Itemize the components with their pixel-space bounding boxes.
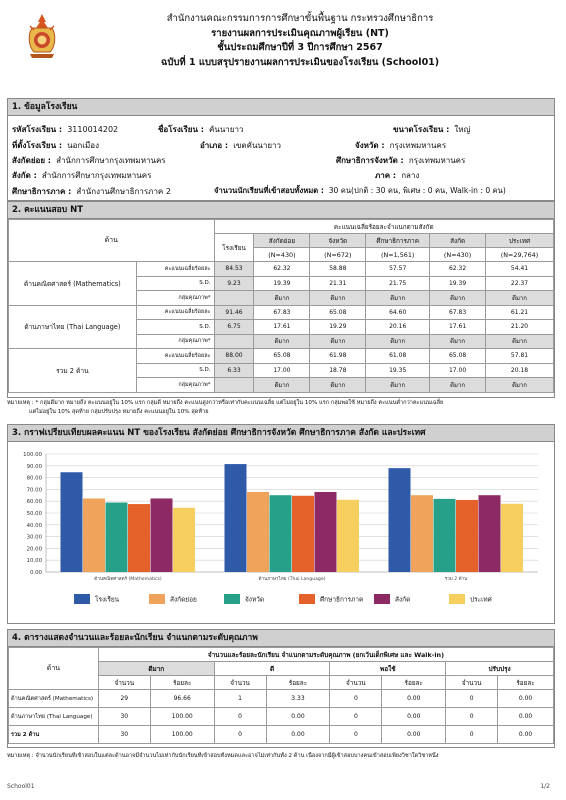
table-cell: 21.31 <box>310 276 366 291</box>
legend-swatch <box>299 594 315 604</box>
col-affil-header: สังกัด <box>430 234 486 248</box>
table-cell: 29 <box>98 690 150 708</box>
table-cell: 54.41 <box>486 262 554 277</box>
table-cell: 65.08 <box>310 305 366 320</box>
table-cell: 0.00 <box>266 708 330 726</box>
bar-1-3 <box>292 496 314 572</box>
q-sub-percent: ร้อยละ <box>266 676 330 690</box>
table-cell: ดีมาก <box>430 334 486 349</box>
y-tick-label: 40.00 <box>26 522 42 529</box>
q-sub-count: จำนวน <box>330 676 382 690</box>
legend-swatch <box>74 594 90 604</box>
table-cell: 6.33 <box>214 363 254 378</box>
x-tick-label: ด้านภาษาไทย (Thai Language) <box>258 577 326 582</box>
bar-0-0 <box>61 472 83 572</box>
table-cell: ดีมาก <box>366 291 430 306</box>
nt-score-section <box>7 201 555 398</box>
legend-swatch <box>149 594 165 604</box>
metric-label: S.D. <box>136 320 214 335</box>
table-cell: 30 <box>98 708 150 726</box>
bar-0-2 <box>106 503 128 572</box>
metric-label: คะแนนเฉลี่ยร้อยละ <box>136 262 214 277</box>
table-cell: 22.37 <box>486 276 554 291</box>
table-cell: 67.83 <box>430 305 486 320</box>
domain-label: ด้านคณิตศาสตร์ (Mathematics) <box>9 262 137 306</box>
legend-label: สังกัด <box>395 595 411 604</box>
domain-label: ด้านภาษาไทย (Thai Language) <box>9 305 137 349</box>
table-cell: ดีมาก <box>486 334 554 349</box>
table-cell: 65.08 <box>430 349 486 364</box>
col-subaffil-n: (N=430) <box>254 248 310 262</box>
table-row <box>9 305 554 320</box>
domain-label: รวม 2 ด้าน <box>9 726 99 744</box>
col-domain-header: ด้าน <box>9 220 215 262</box>
table-cell: 0.00 <box>266 726 330 744</box>
table-cell: 0 <box>330 690 382 708</box>
bar-2-1 <box>411 495 433 572</box>
q-sub-count: จำนวน <box>446 676 498 690</box>
school-info-section <box>7 98 555 201</box>
x-tick-label: รวม 2 ด้าน <box>444 577 468 582</box>
metric-label: กลุ่มคุณภาพ* <box>136 378 214 393</box>
table-cell: 21.75 <box>366 276 430 291</box>
table-cell: 62.32 <box>430 262 486 277</box>
obec-logo-icon <box>24 12 60 60</box>
col-province-n: (N=672) <box>310 248 366 262</box>
school-name-row <box>158 123 243 136</box>
table-cell: ดีมาก <box>486 291 554 306</box>
bar-1-5 <box>337 500 359 572</box>
y-tick-label: 100.00 <box>23 452 42 458</box>
bar-2-2 <box>434 499 456 572</box>
col-country-n: (N=29,764) <box>486 248 554 262</box>
bar-2-4 <box>479 495 501 572</box>
q-sub-count: จำนวน <box>98 676 150 690</box>
affiliation-value: สำนักการศึกษากรุงเทพมหานคร <box>56 156 166 165</box>
header-title: รายงานผลการประเมินคุณภาพผู้เรียน (NT) <box>211 27 389 39</box>
table-cell <box>214 334 254 349</box>
school-code-label: รหัสโรงเรียน : <box>12 125 63 134</box>
prov-edu-row <box>336 154 465 167</box>
col-country-header: ประเทศ <box>486 234 554 248</box>
col-school-header: โรงเรียน <box>214 234 254 262</box>
table-cell: 19.29 <box>310 320 366 335</box>
reg-edu-label: ศึกษาธิการภาค : <box>12 187 72 196</box>
district-label: อำเภอ : <box>200 141 229 150</box>
quality-note-line2: แต่ไม่อยู่ใน 10% สุดท้าย กลุ่มปรับปรุง หมายถึง คะแนนอยู่ใน 10% สุดท้าย <box>29 408 209 415</box>
col-province-header: จังหวัด <box>310 234 366 248</box>
legend-label: สังกัดย่อย <box>170 595 197 604</box>
table-cell: 0.00 <box>498 690 554 708</box>
table-cell: 0 <box>330 708 382 726</box>
q-sub-count: จำนวน <box>214 676 266 690</box>
reg-edu-value: สำนักงานศึกษาธิการภาค 2 <box>76 187 171 196</box>
legend-label: โรงเรียน <box>95 595 120 604</box>
table-cell: 30 <box>98 726 150 744</box>
bar-1-4 <box>315 492 337 572</box>
footer-page-number: 1/2 <box>540 783 550 790</box>
footer-report-code: School01 <box>7 783 35 790</box>
school-code-row <box>12 123 118 136</box>
school-size-value: ใหญ่ <box>454 125 471 134</box>
table-cell: 17.61 <box>254 320 310 335</box>
table-cell: 17.61 <box>430 320 486 335</box>
school-size-label: ขนาดโรงเรียน : <box>393 125 450 134</box>
header-agency: สำนักงานคณะกรรมการการศึกษาขั้นพื้นฐาน กระทรวงศึกษาธิการ <box>166 13 434 24</box>
metric-label: กลุ่มคุณภาพ* <box>136 334 214 349</box>
table-cell: 1 <box>214 690 266 708</box>
table-cell: 0 <box>446 708 498 726</box>
bar-1-2 <box>270 495 292 572</box>
legend-swatch <box>224 594 240 604</box>
table-cell: 0.00 <box>382 708 446 726</box>
table-cell: ดีมาก <box>430 378 486 393</box>
bar-0-4 <box>151 498 173 572</box>
table-cell: 100.00 <box>150 726 214 744</box>
table-cell: 0 <box>446 726 498 744</box>
y-tick-label: 90.00 <box>26 463 42 470</box>
table-cell: 100.00 <box>150 708 214 726</box>
table-cell: ดีมาก <box>310 291 366 306</box>
y-tick-label: 60.00 <box>26 499 42 506</box>
bar-2-3 <box>456 500 478 572</box>
quality-note <box>7 399 555 416</box>
q-sub-percent: ร้อยละ <box>150 676 214 690</box>
table-cell: 58.88 <box>310 262 366 277</box>
table-cell: 0.00 <box>498 726 554 744</box>
province-row <box>355 139 446 152</box>
metric-label: กลุ่มคุณภาพ* <box>136 291 214 306</box>
col-group-header: คะแนนเฉลี่ยร้อยละจำแนกตามสังกัด <box>214 220 553 234</box>
legend-swatch <box>449 594 465 604</box>
y-tick-label: 30.00 <box>26 534 42 541</box>
bar-2-0 <box>389 468 411 572</box>
table-cell: 20.16 <box>366 320 430 335</box>
table-cell: ดีมาก <box>366 334 430 349</box>
y-tick-label: 70.00 <box>26 487 42 494</box>
nt-score-title: 2. คะแนนสอบ NT <box>8 202 554 219</box>
province-value: กรุงเทพมหานคร <box>389 141 447 150</box>
quality-level-title: 4. ตารางแสดงจำนวนและร้อยละนักเรียน จำแนกตามระดับคุณภาพ <box>8 630 554 647</box>
metric-label: S.D. <box>136 363 214 378</box>
legend-swatch <box>374 594 390 604</box>
school-info-title: 1. ข้อมูลโรงเรียน <box>8 99 554 116</box>
school-code-value: 3110014202 <box>67 125 119 134</box>
table-cell: 61.21 <box>486 305 554 320</box>
students-label: จำนวนนักเรียนที่เข้าสอบทั้งหมด : <box>214 186 324 195</box>
header-subtitle: ฉบับที่ 1 แบบสรุปรายงานผลการประเมินของโรงเรียน (School01) <box>160 56 440 68</box>
affiliation-label: สังกัดย่อย : <box>12 156 51 165</box>
table-row <box>9 708 554 726</box>
table-cell: 0.00 <box>382 726 446 744</box>
students-row <box>214 185 506 197</box>
table-cell: 67.83 <box>254 305 310 320</box>
reg-edu-row <box>12 185 171 198</box>
q-level-fair: พอใช้ <box>330 662 446 676</box>
bar-1-1 <box>247 492 269 572</box>
table-cell: 17.00 <box>254 363 310 378</box>
col-subaffil-header: สังกัดย่อย <box>254 234 310 248</box>
metric-label: คะแนนเฉลี่ยร้อยละ <box>136 305 214 320</box>
table-cell: 0.00 <box>498 708 554 726</box>
y-tick-label: 50.00 <box>26 511 42 517</box>
q-sub-percent: ร้อยละ <box>382 676 446 690</box>
table-cell: 57.57 <box>366 262 430 277</box>
table-cell: 0.00 <box>382 690 446 708</box>
table-cell: 88.00 <box>214 349 254 364</box>
legend-label: ประเทศ <box>470 595 492 604</box>
legend-label: ศึกษาธิการภาค <box>320 595 364 604</box>
domain-label: ด้านภาษาไทย (Thai Language) <box>9 708 99 726</box>
q-col-domain-header: ด้าน <box>9 648 99 690</box>
legend-label: จังหวัด <box>245 595 265 604</box>
table-row <box>9 726 554 744</box>
nt-bar-chart <box>8 442 554 623</box>
table-cell: 19.35 <box>366 363 430 378</box>
header-grade: ชั้นประถมศึกษาปีที่ 3 ปีการศึกษา 2567 <box>217 42 383 53</box>
table-cell: ดีมาก <box>254 378 310 393</box>
comparison-chart-section <box>7 424 555 624</box>
col-region-header: ศึกษาธิการภาค <box>366 234 430 248</box>
metric-label: S.D. <box>136 276 214 291</box>
report-header <box>70 12 530 70</box>
bar-0-3 <box>128 504 150 572</box>
y-tick-label: 0.00 <box>29 570 42 576</box>
org-label: สังกัด : <box>12 171 37 180</box>
table-cell: 84.53 <box>214 262 254 277</box>
table-cell: 19.39 <box>430 276 486 291</box>
bar-1-0 <box>225 464 247 572</box>
table-cell: 62.32 <box>254 262 310 277</box>
table-cell: 91.46 <box>214 305 254 320</box>
table-cell: 0 <box>214 726 266 744</box>
table-cell: ดีมาก <box>254 334 310 349</box>
table-cell: 18.78 <box>310 363 366 378</box>
org-value: สำนักการศึกษากรุงเทพมหานคร <box>41 171 152 180</box>
region-row <box>375 169 419 182</box>
location-row <box>12 139 99 152</box>
table-row <box>9 349 554 364</box>
x-tick-label: ด้านคณิตศาสตร์ (Mathematics) <box>94 577 162 582</box>
quality-level-body <box>9 690 554 744</box>
bar-0-5 <box>173 508 195 572</box>
bar-0-1 <box>83 498 105 572</box>
student-count-note: หมายเหตุ : จำนวนนักเรียนที่เข้าสอบในแต่ละด้านอาจมีจำนวนไม่เท่ากับนักเรียนที่เข้าสอบทั้งหมดและอาจไม่เท่ากันทั้ง 2 ด้าน เนื่องจากมีผู้เข้าสอบบางคนเข้าสอบเพียงวิชาใดวิชาหนึ่ง <box>7 753 439 759</box>
table-row <box>9 690 554 708</box>
prov-edu-label: ศึกษาธิการจังหวัด : <box>336 156 404 165</box>
metric-label: คะแนนเฉลี่ยร้อยละ <box>136 349 214 364</box>
nt-score-table <box>8 219 554 393</box>
table-cell: 0 <box>330 726 382 744</box>
domain-label: ด้านคณิตศาสตร์ (Mathematics) <box>9 690 99 708</box>
table-cell: 96.66 <box>150 690 214 708</box>
table-cell: 3.33 <box>266 690 330 708</box>
domain-label: รวม 2 ด้าน <box>9 349 137 393</box>
district-value: เขตคันนายาว <box>233 141 282 150</box>
col-region-n: (N=1,561) <box>366 248 430 262</box>
quality-level-table <box>8 647 554 744</box>
table-cell: 64.60 <box>366 305 430 320</box>
table-cell: 0 <box>446 690 498 708</box>
q-level-good: ดี <box>214 662 330 676</box>
affiliation-row <box>12 154 166 167</box>
region-label: ภาค : <box>375 171 397 180</box>
table-cell: 57.81 <box>486 349 554 364</box>
table-cell: ดีมาก <box>430 291 486 306</box>
table-cell: 61.08 <box>366 349 430 364</box>
table-cell: 17.00 <box>430 363 486 378</box>
quality-note-line1: หมายเหตุ : * กลุ่มดีมาก หมายถึง คะแนนอยู่ใน 10% แรก กลุ่มดี หมายถึง คะแนนสูงกว่าหรือเท่ากับคะแนนเฉลี่ย แต่ไม่อยู่ใน 10% แรก กลุ่มพอใช้ หมายถึง คะแนนต่ำกว่าคะแนนเฉลี่ย <box>7 400 444 406</box>
table-cell: 65.08 <box>254 349 310 364</box>
q-level-excellent: ดีมาก <box>98 662 214 676</box>
table-cell: 61.98 <box>310 349 366 364</box>
y-tick-label: 80.00 <box>26 475 42 482</box>
district-row <box>200 139 281 152</box>
school-name-value: คันนายาว <box>209 125 244 134</box>
quality-level-section <box>7 629 555 748</box>
location-value: นอกเมือง <box>67 141 99 150</box>
table-cell: ดีมาก <box>486 378 554 393</box>
nt-score-body <box>9 262 554 393</box>
bar-2-5 <box>501 504 523 572</box>
province-label: จังหวัด : <box>355 141 385 150</box>
org-row <box>12 169 151 182</box>
school-size-row <box>393 123 470 136</box>
y-tick-label: 10.00 <box>26 558 42 565</box>
q-sub-percent: ร้อยละ <box>498 676 554 690</box>
table-cell: ดีมาก <box>254 291 310 306</box>
table-cell: ดีมาก <box>366 378 430 393</box>
table-cell: 20.18 <box>486 363 554 378</box>
students-value: 30 คน(ปกติ : 30 คน, พิเศษ : 0 คน, Walk-in : 0 คน) <box>328 186 506 195</box>
col-affil-n: (N=430) <box>430 248 486 262</box>
school-name-label: ชื่อโรงเรียน : <box>158 125 204 134</box>
table-cell: 9.23 <box>214 276 254 291</box>
table-cell: 19.39 <box>254 276 310 291</box>
table-cell <box>214 291 254 306</box>
table-cell <box>214 378 254 393</box>
table-cell: 0 <box>214 708 266 726</box>
table-cell: ดีมาก <box>310 334 366 349</box>
q-col-group-header: จำนวนและร้อยละนักเรียน จำแนกตามระดับคุณภาพ (ยกเว้นเด็กพิเศษ และ Walk-in) <box>98 648 553 662</box>
comparison-chart-title: 3. กราฟเปรียบเทียบผลคะแนน NT ของโรงเรียน สังกัดย่อย ศึกษาธิการจังหวัด ศึกษาธิการภาค สังกัด และประเทศ <box>8 425 554 442</box>
table-cell: ดีมาก <box>310 378 366 393</box>
location-label: ที่ตั้งโรงเรียน : <box>12 141 63 150</box>
table-cell: 6.75 <box>214 320 254 335</box>
y-tick-label: 20.00 <box>26 546 42 553</box>
region-value: กลาง <box>401 171 420 180</box>
table-cell: 21.20 <box>486 320 554 335</box>
table-row <box>9 262 554 277</box>
q-level-improve: ปรับปรุง <box>446 662 554 676</box>
prov-edu-value: กรุงเทพมหานคร <box>408 156 466 165</box>
